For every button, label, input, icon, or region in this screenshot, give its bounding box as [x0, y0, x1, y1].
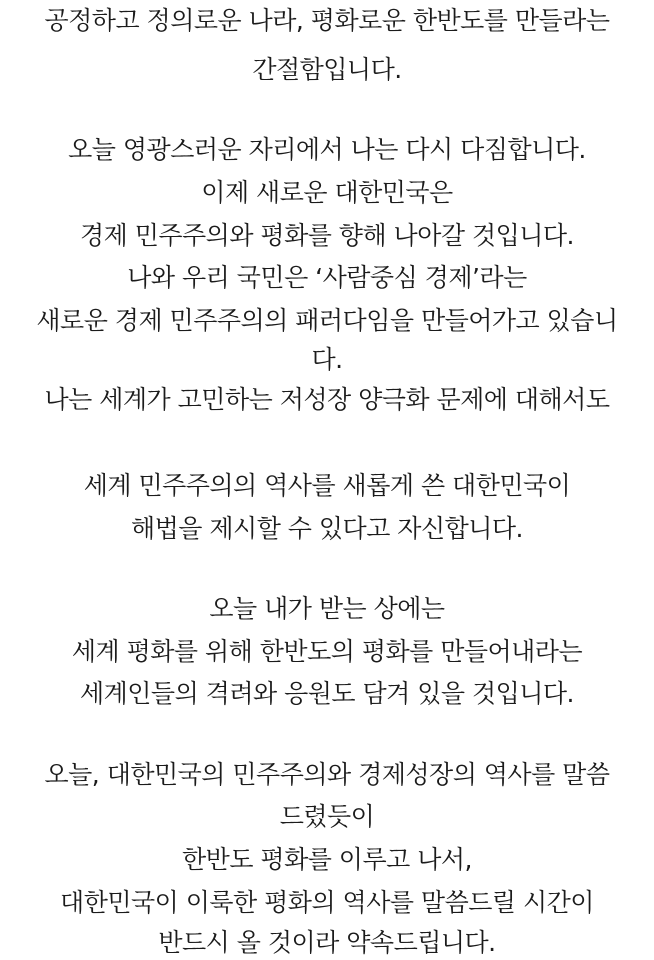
text-line: 해법을 제시할 수 있다고 자신합니다. — [131, 514, 523, 543]
text-line: 나와 우리 국민은 ‘사람중심 경제’라는 — [127, 263, 527, 292]
text-line: 다. — [311, 345, 343, 374]
text-line: 새로운 경제 민주주의의 패러다임을 만들어가고 있습니 — [36, 306, 618, 335]
text-line: 한반도 평화를 이루고 나서, — [182, 845, 472, 874]
text-line: 오늘, 대한민국의 민주주의와 경제성장의 역사를 말씀 — [44, 760, 610, 789]
text-line: 경제 민주주의와 평화를 향해 나아갈 것입니다. — [79, 221, 575, 250]
text-line: 오늘 내가 받는 상에는 — [209, 594, 445, 623]
text-line: 세계 민주주의의 역사를 새롭게 쓴 대한민국이 — [83, 471, 571, 500]
text-line: 드렸듯이 — [279, 802, 375, 831]
text-line: 간절함입니다. — [252, 55, 402, 84]
text-line: 반드시 올 것이라 약속드립니다. — [158, 928, 496, 957]
text-line: 대한민국이 이룩한 평화의 역사를 말씀드릴 시간이 — [60, 888, 594, 917]
text-line: 오늘 영광스러운 자리에서 나는 다시 다짐합니다. — [68, 135, 586, 164]
text-line: 나는 세계가 고민하는 저성장 양극화 문제에 대해서도 — [44, 385, 610, 414]
text-line: 세계인들의 격려와 응원도 담겨 있을 것입니다. — [79, 679, 575, 708]
text-line: 세계 평화를 위해 한반도의 평화를 만들어내라는 — [71, 637, 583, 666]
text-line: 이제 새로운 대한민국은 — [201, 178, 453, 207]
text-line: 공정하고 정의로운 나라, 평화로운 한반도를 만들라는 — [44, 6, 610, 35]
